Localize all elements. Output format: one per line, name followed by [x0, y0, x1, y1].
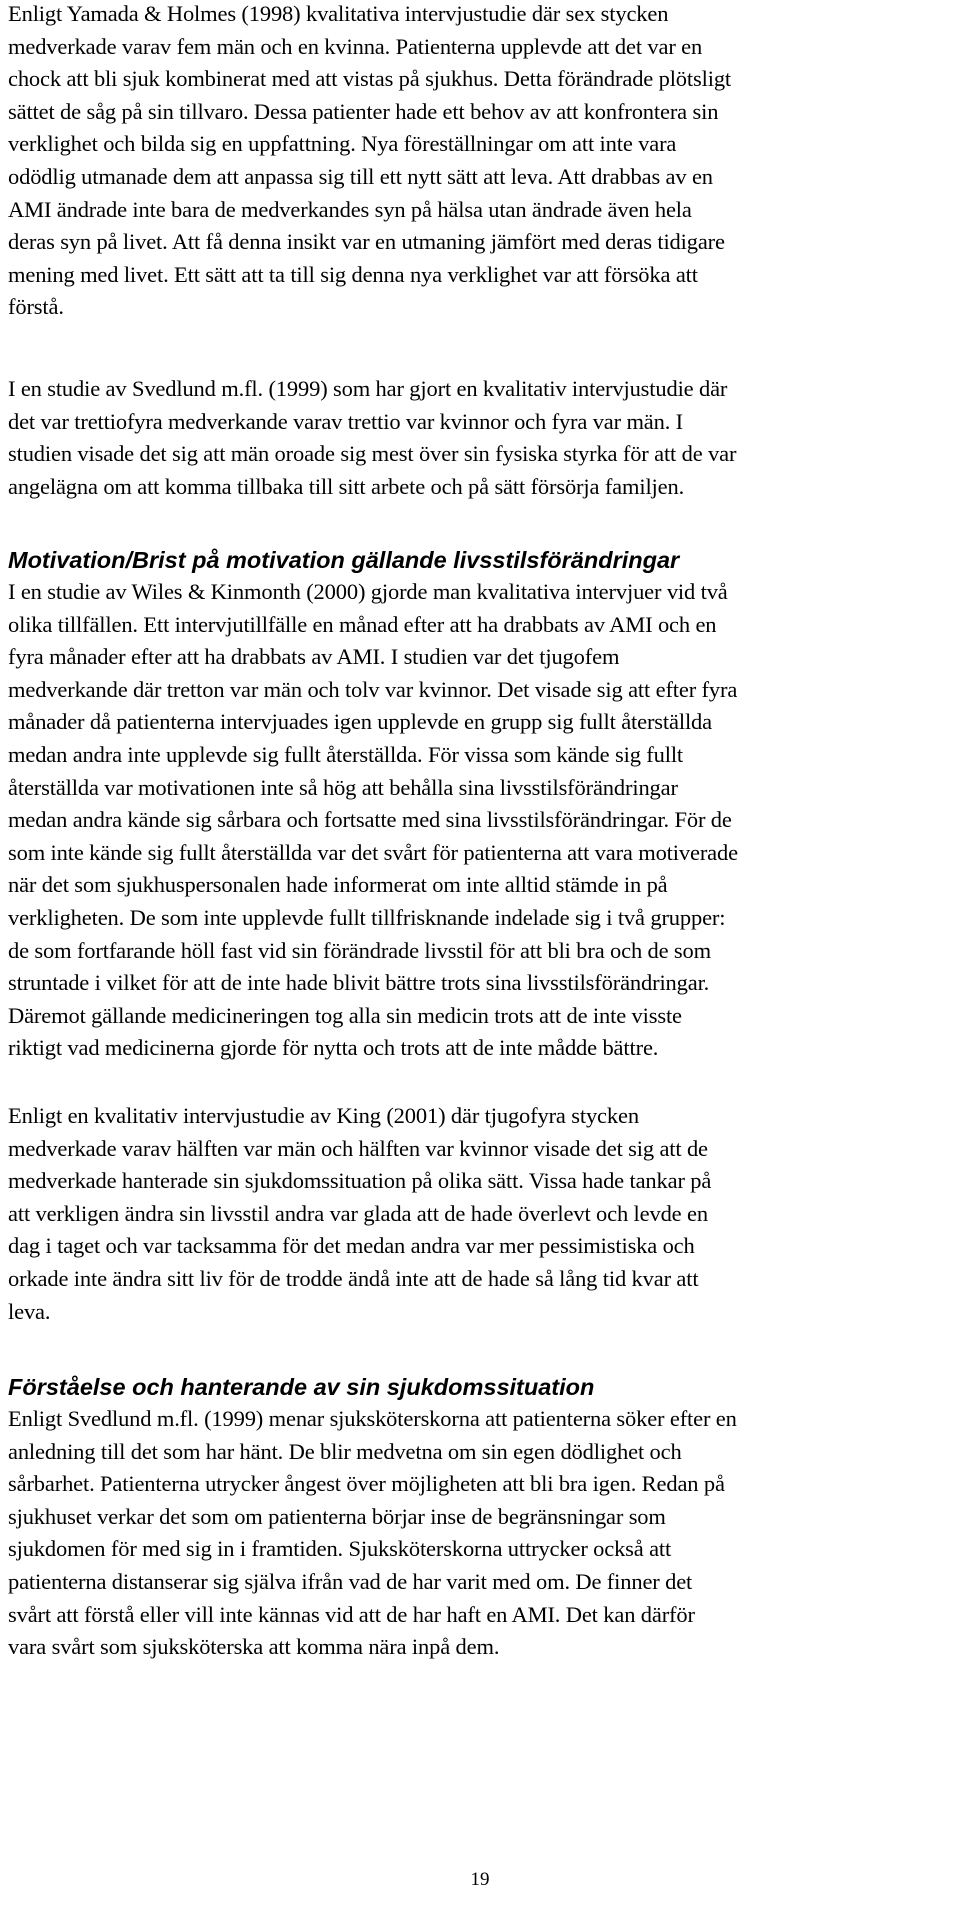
text-line: förstå.: [8, 294, 64, 320]
text-line: det var trettiofyra medverkande varav trettio var kvinnor och fyra var män. I: [8, 408, 684, 434]
text-line: angelägna om att komma tillbaka till sitt arbete och på sätt försörja familjen.: [8, 473, 685, 499]
text-line: studien visade det sig att män oroade sig mest över sin fysiska styrka för att de var: [8, 441, 737, 467]
text-line: Däremot gällande medicineringen tog alla sin medicin trots att de inte visste: [8, 1002, 682, 1028]
text-line: sättet de såg på sin tillvaro. Dessa patienter hade ett behov av att konfrontera sin: [8, 98, 719, 124]
section-heading-motivation: Motivation/Brist på motivation gällande livsstilsförändringar: [8, 547, 680, 573]
text-line: som inte kände sig fullt återställda var det svårt för patienterna att vara motiverade: [8, 839, 738, 865]
text-line: sårbarhet. Patienterna utrycker ångest över möjligheten att bli bra igen. Redan på: [8, 1471, 725, 1497]
section-heading-understanding: Förståelse och hanterande av sin sjukdomssituation: [8, 1374, 595, 1400]
text-line: medverkande där tretton var män och tolv var kvinnor. Det visade sig att efter fyra: [8, 676, 738, 702]
text-line: deras syn på livet. Att få denna insikt var en utmaning jämfört med deras tidigare: [8, 229, 725, 255]
text-line: svårt att förstå eller vill inte kännas vid att de har haft en AMI. Det kan därför: [8, 1601, 695, 1627]
paragraph-svedlund-study: [8, 373, 736, 503]
text-line: leva.: [8, 1298, 51, 1324]
text-line: vara svårt som sjuksköterska att komma nära inpå dem.: [8, 1634, 500, 1660]
text-line: Enligt en kvalitativ intervjustudie av King (2001) där tjugofyra stycken: [8, 1103, 639, 1128]
text-line: Enligt Yamada & Holmes (1998) kvalitativa intervjustudie där sex stycken: [8, 1, 669, 26]
text-line: medverkade hanterade sin sjukdomssituation på olika sätt. Vissa hade tankar på: [8, 1168, 712, 1194]
paragraph-king-study: [8, 1100, 711, 1328]
text-line: olika tillfällen. Ett intervjutillfälle en månad efter att ha drabbats av AMI och en: [8, 611, 717, 637]
paragraph-svedlund-nurses: [8, 1403, 737, 1664]
document-page: [8, 0, 952, 1925]
text-line: sjukdomen för med sig in i framtiden. Sjuksköterskorna uttrycker också att: [8, 1536, 672, 1562]
text-line: odödlig utmanade dem att anpassa sig till ett nytt sätt att leva. Att drabbas av en: [8, 163, 713, 189]
text-line: medan andra inte upplevde sig fullt återställda. För vissa som kände sig fullt: [8, 741, 684, 767]
text-line: medverkade varav fem män och en kvinna. Patienterna upplevde att det var en: [8, 33, 703, 59]
text-line: patienterna distanserar sig själva ifrån vad de har varit med om. De finner det: [8, 1568, 693, 1594]
text-line: orkade inte ändra sitt liv för de trodde ändå inte att de hade så lång tid kvar att: [8, 1265, 699, 1291]
text-line: medan andra kände sig sårbara och fortsatte med sina livsstilsförändringar. För de: [8, 807, 732, 833]
text-line: dag i taget och var tacksamma för det medan andra var mer pessimistiska och: [8, 1233, 695, 1259]
text-line: sjukhuset verkar det som om patienterna börjar inse de begränsningar som: [8, 1503, 666, 1529]
text-line: när det som sjukhuspersonalen hade informerat om inte alltid stämde in på: [8, 872, 668, 898]
text-line: månader då patienterna intervjuades igen upplevde en grupp sig fullt återställda: [8, 709, 712, 735]
text-line: mening med livet. Ett sätt att ta till sig denna nya verklighet var att försöka att: [8, 261, 698, 287]
text-line: verklighet och bilda sig en uppfattning. Nya föreställningar om att inte vara: [8, 131, 677, 157]
page-number: 19: [470, 1869, 490, 1890]
text-line: medverkade varav hälften var män och hälften var kvinnor visade det sig att de: [8, 1135, 708, 1161]
text-line: struntade i vilket för att de inte hade blivit bättre trots sina livsstilsförändringar.: [8, 970, 710, 996]
text-line: återställda var motivationen inte så hög att behålla sina livsstilsförändringar: [8, 774, 678, 800]
text-line: de som fortfarande höll fast vid sin förändrade livsstil för att bli bra och de som: [8, 937, 711, 963]
text-line: I en studie av Svedlund m.fl. (1999) som har gjort en kvalitativ intervjustudie där: [8, 376, 728, 401]
text-line: AMI ändrade inte bara de medverkandes syn på hälsa utan ändrade även hela: [8, 196, 692, 222]
paragraph-yamada-holmes: [8, 0, 731, 324]
text-line: Enligt Svedlund m.fl. (1999) menar sjuksköterskorna att patienterna söker efter en: [8, 1406, 737, 1431]
text-line: att verkligen ändra sin livsstil andra var glada att de hade överlevt och levde en: [8, 1200, 708, 1226]
text-line: I en studie av Wiles & Kinmonth (2000) gjorde man kvalitativa intervjuer vid två: [8, 579, 728, 604]
text-line: anledning till det som har hänt. De blir medvetna om sin egen dödlighet och: [8, 1438, 682, 1464]
text-line: verkligheten. De som inte upplevde fullt tillfrisknande indelade sig i två grupper:: [8, 904, 726, 930]
text-line: riktigt vad medicinerna gjorde för nytta och trots att de inte mådde bättre.: [8, 1035, 659, 1061]
text-line: fyra månader efter att ha drabbats av AMI. I studien var det tjugofem: [8, 644, 620, 670]
paragraph-wiles-kinmonth: [8, 576, 738, 1065]
text-line: chock att bli sjuk kombinerat med att vistas på sjukhus. Detta förändrade plötsligt: [8, 66, 732, 92]
